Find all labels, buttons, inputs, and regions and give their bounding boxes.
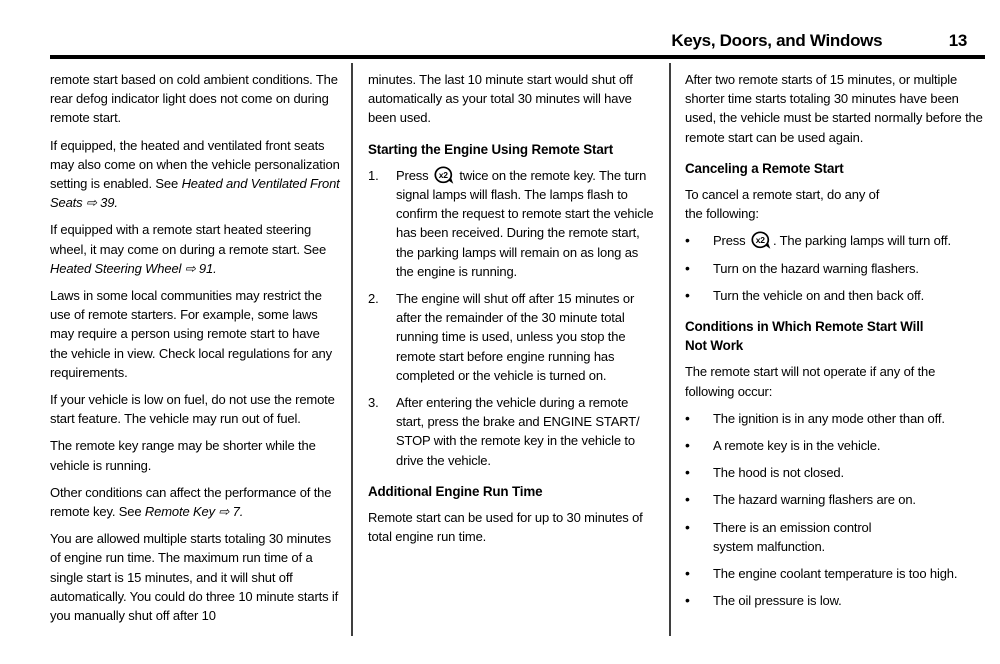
item-number: 2. [368, 291, 379, 307]
text-run: Conditions in Which Remote Start Will [685, 319, 924, 335]
paragraph [50, 529, 340, 625]
text-run: The engine will shut off after 15 minutes or after the remainder of the 30 minute total running time is used, unless you stop the remote start before engine running has completed or the vehicle is turned on. [396, 291, 635, 383]
list-item-text [713, 518, 986, 556]
list-item-text [396, 166, 658, 281]
paragraph [50, 483, 340, 521]
page-title: Keys, Doors, and Windows [671, 31, 883, 50]
list-item [685, 286, 986, 305]
paragraph [50, 286, 340, 382]
section-heading [368, 140, 658, 159]
text-run: To cancel a remote start, do any of [685, 187, 880, 203]
numbered-list [368, 166, 658, 470]
bullet-marker: • [685, 232, 690, 249]
cross-reference-text: ⇨ 91. [181, 260, 217, 276]
column-1 [50, 70, 340, 633]
text-run: The ignition is in any mode other than off. [713, 410, 945, 426]
text-run: Remote start can be used for up to 30 minutes of total engine run time. [368, 510, 643, 545]
paragraph [685, 362, 986, 400]
list-item-text [713, 259, 986, 278]
text-run: twice on the remote key. The turn signal lamps will flash. The lamps flash to confirm the request to remote start the vehicle has been received. During the remote start, the parking lamps will remain on as long as the engine is running. [396, 167, 654, 279]
item-number: 1. [368, 167, 379, 183]
paragraph [50, 136, 340, 213]
svg-text:x2: x2 [438, 169, 448, 180]
bullet-marker: • [685, 565, 690, 582]
text-run: the following: [685, 206, 759, 222]
list-item [368, 166, 658, 281]
text-run: If your vehicle is low on fuel, do not use the remote start feature. The vehicle may run out of fuel. [50, 392, 335, 427]
column-2 [368, 70, 658, 554]
list-item [685, 409, 986, 428]
bullet-list [685, 409, 986, 611]
list-item [368, 289, 658, 385]
list-item-text [713, 490, 986, 509]
text-run: The engine coolant temperature is too high. [713, 566, 958, 582]
cross-reference-text: ⇨ 7. [214, 504, 244, 520]
bullet-marker: • [685, 259, 690, 276]
text-run: Press [713, 233, 749, 249]
paragraph [368, 508, 658, 546]
list-item [685, 518, 986, 556]
text-run: The hazard warning flashers are on. [713, 492, 916, 508]
text-run: Additional Engine Run Time [368, 483, 543, 499]
text-run: After two remote starts of 15 minutes, or multiple shorter time starts totaling 30 minutes have been used, the vehicle must be started normally before the remote start can be used again. [685, 72, 983, 145]
text-run: Turn on the hazard warning flashers. [713, 260, 919, 276]
bullet-marker: • [685, 409, 690, 426]
list-item [685, 490, 986, 509]
list-item [685, 259, 986, 278]
text-run: Starting the Engine Using Remote Start [368, 141, 614, 157]
cross-reference-text: Heated Steering Wheel [50, 260, 182, 276]
bullet-marker: • [685, 592, 690, 609]
text-run: A remote key is in the vehicle. [713, 438, 881, 454]
list-item-text [713, 463, 986, 482]
header-text [50, 31, 967, 51]
text-run: system malfunction. [713, 538, 826, 554]
list-item-text [713, 231, 986, 250]
text-run: If equipped with a remote start heated steering wheel, it may come on during a remote start. See [50, 222, 327, 257]
bullet-marker: • [685, 491, 690, 508]
cross-reference-text: Heated and Ventilated Front Seats [50, 176, 340, 211]
column-3 [685, 70, 986, 618]
paragraph [685, 185, 986, 223]
paragraph [50, 436, 340, 474]
list-item-text [396, 393, 658, 470]
text-run: Canceling a Remote Start [685, 160, 844, 176]
bullet-marker: • [685, 464, 690, 481]
remote-start-x2-icon [750, 231, 772, 250]
column-divider-1 [351, 63, 353, 636]
item-number: 3. [368, 395, 379, 411]
list-item-text [713, 286, 986, 305]
svg-text:x2: x2 [755, 235, 765, 246]
text-run: The remote start will not operate if any of the following occur: [685, 364, 936, 399]
list-item [685, 463, 986, 482]
text-run: remote start based on cold ambient conditions. The rear defog indicator light does not come on during remote start. [50, 72, 338, 126]
text-run: Turn the vehicle on and then back off. [713, 287, 925, 303]
list-item [685, 591, 986, 610]
cross-reference-text: ⇨ 39. [82, 195, 118, 211]
text-run: The remote key range may be shorter while the vehicle is running. [50, 438, 316, 473]
text-run: Not Work [685, 338, 744, 354]
text-run: The hood is not closed. [713, 465, 844, 481]
section-heading [368, 482, 658, 501]
text-run: Press [396, 167, 432, 183]
bullet-list [685, 231, 986, 305]
text-run: After entering the vehicle during a remote start, press the brake and ENGINE START/ STOP with the remote key in the vehicle to drive the vehicle. [396, 395, 640, 468]
paragraph [50, 70, 340, 128]
cross-reference-text: Remote Key [144, 504, 215, 520]
paragraph [368, 70, 658, 128]
list-item-text [713, 436, 986, 455]
list-item [368, 393, 658, 470]
text-run: Other conditions can affect the performance of the remote key. See [50, 484, 332, 520]
list-item-text [396, 289, 658, 385]
text-run: The oil pressure is low. [713, 593, 842, 609]
text-run: You are allowed multiple starts totaling 30 minutes of engine run time. The maximum run time of a single start is 15 minutes, and it will shut off automatically. You could do three 10 minute starts if you manually shut off after 10 [50, 531, 339, 624]
list-item-text [713, 564, 986, 583]
bullet-marker: • [685, 437, 690, 454]
remote-start-x2-icon [433, 166, 455, 185]
bullet-marker: • [685, 518, 690, 535]
column-divider-2 [669, 63, 671, 636]
section-heading [685, 159, 986, 178]
text-run: There is an emission control [713, 519, 872, 535]
list-item-text [713, 591, 986, 610]
bullet-marker: • [685, 286, 690, 303]
text-run: minutes. The last 10 minute start would shut off automatically as your total 30 minutes will have been used. [368, 72, 633, 126]
list-item [685, 564, 986, 583]
list-item-text [713, 409, 986, 428]
list-item [685, 231, 986, 250]
text-run: Laws in some local communities may restrict the use of remote starters. For example, some laws may require a person using remote start to have the vehicle in view. Check local regulations for any requirements. [50, 288, 332, 380]
text-run: If equipped, the heated and ventilated front seats may also come on when the vehicle personalization setting is enabled. See [50, 137, 340, 192]
section-heading [685, 317, 986, 355]
list-item [685, 436, 986, 455]
text-run: . The parking lamps will turn off. [772, 233, 951, 249]
header-rule [50, 55, 985, 59]
page-number: 13 [948, 31, 967, 50]
paragraph [685, 70, 986, 147]
paragraph [50, 220, 340, 278]
paragraph [50, 390, 340, 428]
